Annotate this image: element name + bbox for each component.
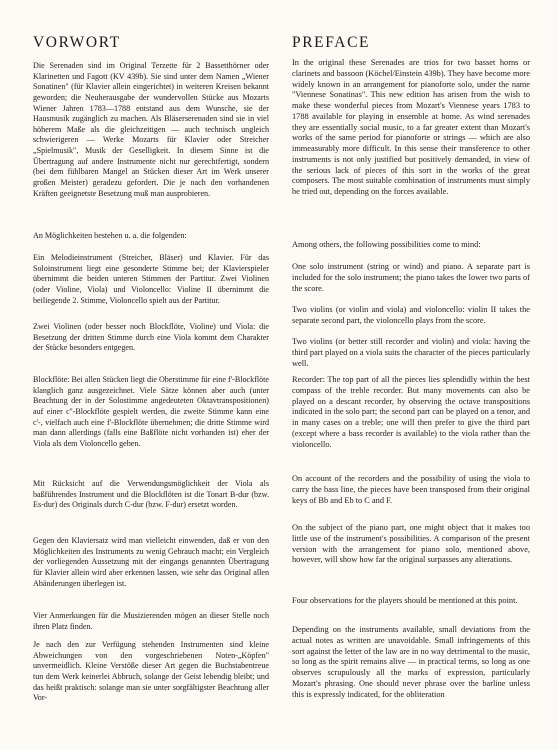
english-paragraph-transposition: On account of the recorders and the possibility of using the viola to carry the bass line, the pieces have been transposed from their original keys of Bb and Eb to C and F. [292, 474, 530, 505]
german-paragraph-observations: Vier Anmerkungen für die Musizierenden mögen an dieser Stelle noch ihren Platz finden. [33, 611, 269, 631]
german-title: VORWORT [33, 34, 121, 51]
german-paragraph-deviations: Je nach den zur Verfügung stehenden Instrumenten sind kleine Abweichungen von den vorgeschriebenen Noten-„Köpfen" unvermeidlich. Kleine Verstöße dieser Art gegen die Buchstabentreue tun dem Werk keinerlei Abbruch, solange der Geist lebendig bleibt; und das heißt praktisch: solange man sie unter sorgfältigster Beachtung aller Vor- [33, 640, 269, 703]
english-paragraph-observations: Four observations for the players should be mentioned at this point. [292, 596, 518, 605]
english-paragraph-intro: In the original these Serenades are trios for two basset horns or clarinets and bassoon (Köchel/Einstein 439b). They have become more widely known in an arrangement for pianoforte solo, under the name "Viennese Sonatinas". This new edition has arisen from the wish to make these wonderful pieces from Mozart's Viennese years 1783 to 1788 available for playing in ensemble at home. As wind serenades they are essentially social music, to a far greater extent than Mozart's works of the same period for pianoforte or strings — which are also immeasurably more difficult. In this sense their transference to other instruments is not only justified but positively demanded, in view of the serious lack of pieces of this sort in the works of the great composers. The most suitable combination of instruments must simply be tried out, depending on the forces available. [292, 58, 530, 196]
english-paragraph-violins-violoncello: Two violins (or violin and viola) and violoncello: violin II takes the separate second part, the violoncello plays from the score. [292, 305, 530, 325]
german-paragraph-transposition: Mit Rücksicht auf die Verwendungsmöglichkeit der Viola als baßführendes Instrument und die Blockflöten ist die Tonart B-dur (bzw. Es-dur) des Originals durch C-dur (bzw. F-dur) ersetzt worden. [33, 479, 269, 510]
german-paragraph-possibilities: An Möglichkeiten bestehen u. a. die folgenden: [33, 231, 187, 240]
english-title: PREFACE [292, 34, 371, 51]
german-paragraph-solo-piano: Ein Melodieinstrument (Streicher, Bläser) und Klavier. Für das Soloinstrument liegt eine gesonderte Stimme bei; der Klavierspieler übernimmt die beiden unteren Stimmen der Partitur. Zwei Violinen (oder Violine, Viola) und Violoncello: Violine II übernimmt die beiliegende 2. Stimme, Violoncello spielt aus der Partitur. [33, 253, 269, 305]
german-paragraph-piano-part: Gegen den Klaviersatz wird man vielleicht einwenden, daß er von den Möglichkeiten des Instruments zu wenig Gebrauch macht; ein Vergleich der vorliegenden Aussetzung mit der eingangs genannten Übertragung für Klavier allein wird aber erkennen lassen, wie sehr das Original allen Abänderungen überlegen ist. [33, 536, 269, 588]
german-paragraph-violins-viola: Zwei Violinen (oder besser noch Blockflöte, Violine) und Viola: die Besetzung der dritten Stimme durch eine Viola kommt dem Charakter der Stücke besonders entgegen. [33, 322, 269, 353]
english-paragraph-piano-part: On the subject of the piano part, one might object that it makes too little use of the instrument's possibilities. A comparison of the present version with the arrangement for piano solo, mentioned above, however, will show how far the original surpasses any alterations. [292, 523, 530, 565]
english-paragraph-recorder: Recorder: The top part of all the pieces lies splendidly within the best compass of the treble recorder. But many movements can also be played on a descant recorder, by observing the octave transpositions indicated in the solo part; the second part can be played on a tenor, and in many cases on a treble; one will then prefer to give the third part (except where a bass recorder is available) to the viola rather than the violoncello. [292, 375, 530, 449]
english-paragraph-violins-viola: Two violins (or better still recorder and violin) and viola: having the third part played on a viola suits the character of the pieces particularly well. [292, 337, 530, 368]
english-paragraph-possibilities: Among others, the following possibilities come to mind: [292, 240, 481, 249]
german-paragraph-intro: Die Serenaden sind im Original Terzette für 2 Bassetthörner oder Klarinetten und Fagott (KV 439b). Sie sind unter dem Namen „Wiener Sonatinen" (für Klavier allein eingerichtet) in weiteren Kreisen bekannt geworden; die Neuherausgabe der wundervollen Stücke aus Mozarts Wiener Jahren 1783—1788 entstand aus dem Wunsche, sie der Hausmusik zugänglich zu machen. Als Bläserserenaden sind sie in viel höherem Maße als die gleichzeitigen — auch technisch ungleich schwierigeren — Werke Mozarts für Klavier oder Streicher „Spielmusik", Musik der Geselligkeit. In diesem Sinne ist die Übertragung auf andere Instrumente nicht nur gerechtfertigt, sondern (bei dem fühlbaren Mangel an Stücken dieser Art im Werk unserer großen Meister) geradezu gefordert. Die je nach den vorhandenen Kräften geeignetste Besetzung muß man ausprobieren. [33, 61, 269, 198]
german-paragraph-recorder: Blockflöte: Bei allen Stücken liegt die Oberstimme für eine f'-Blockflöte klanglich ganz ausgezeichnet. Viele Sätze können aber auch (unter Beachtung der in der Solostimme angedeuteten Oktavtranspositionen) auf einer c''-Blockflöte gespielt werden, die zweite Stimme kann eine c'-, vielfach auch eine f'-Blockflöte übernehmen; die dritte Stimme wird man dann allerdings (falls eine Baßflöte nicht vorhanden ist) eher der Viola als dem Violoncello geben. [33, 375, 269, 448]
english-paragraph-solo-piano: One solo instrument (string or wind) and piano. A separate part is included for the solo instrument; the piano takes the lower two parts of the score. [292, 262, 530, 293]
english-paragraph-deviations: Depending on the instruments available, small deviations from the actual notes as written are unavoidable. Small infringements of this sort against the letter of the law are in no way detrimental to the music, so long as the spirit remains alive — in practical terms, so long as one observes scrupulously all the marks of expression, particularly Mozart's phrasing. One should never phrase over the barline unless this is expressly indicated, for the obliteration [292, 625, 530, 699]
